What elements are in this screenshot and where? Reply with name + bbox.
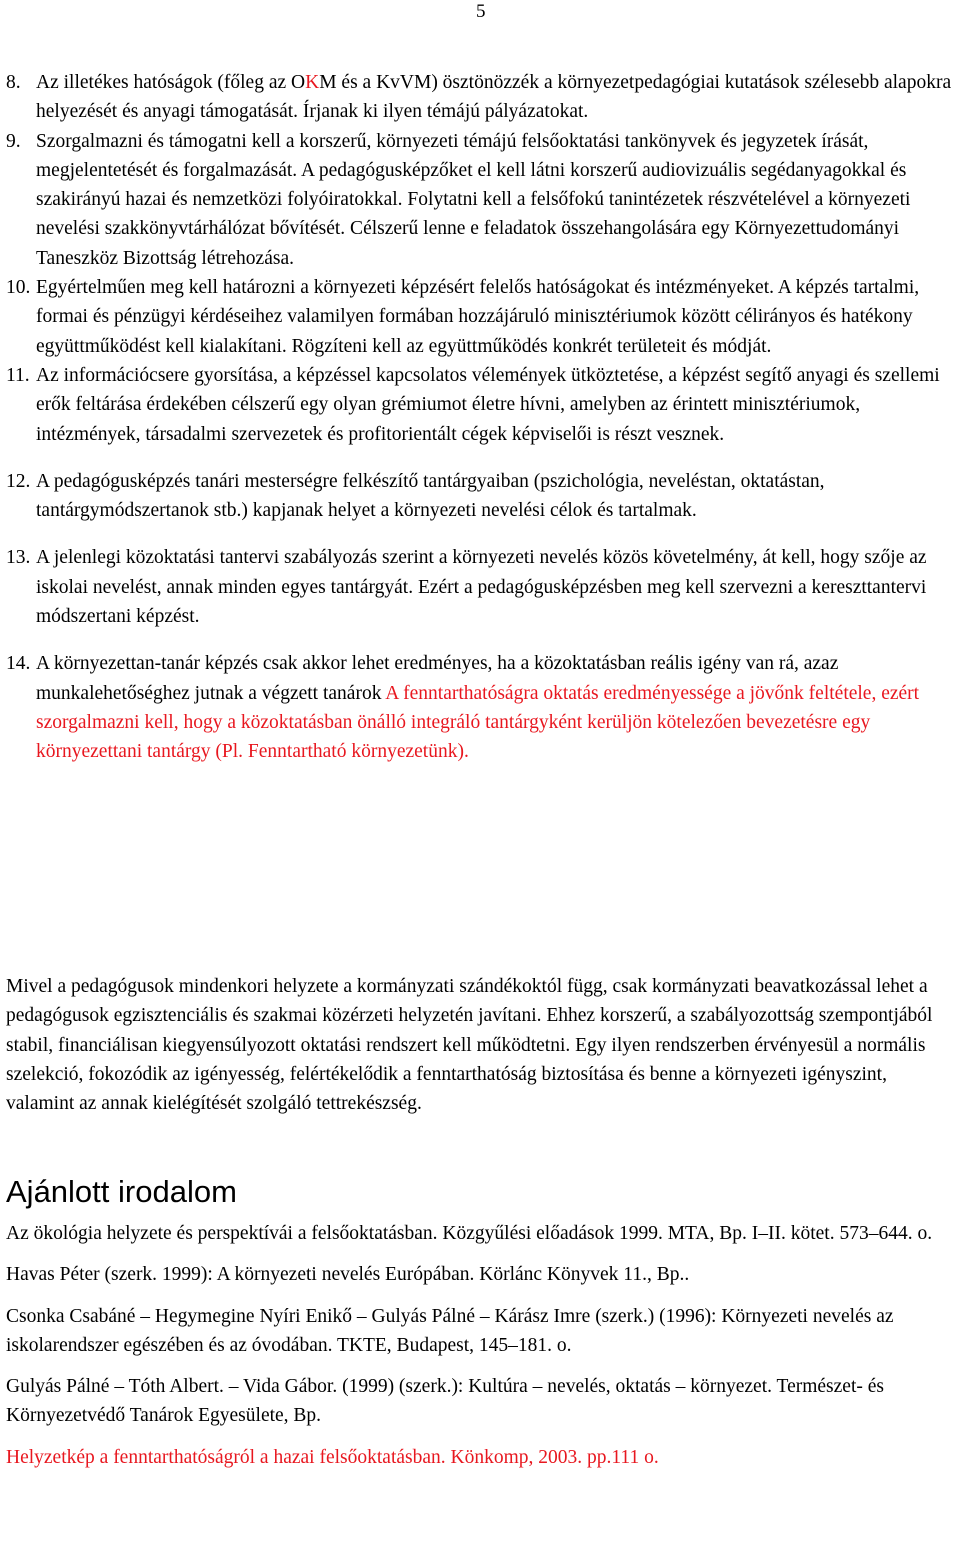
list-item-10 — [6, 273, 954, 361]
page-number: 5 — [476, 1, 486, 22]
list-item-11 — [6, 361, 954, 449]
item-text: Egyértelműen meg kell határozni a környezeti képzésért felelős hatóságokat és intézményeket. A képzés tartalmi, formai és pénzügyi kérdéseihez valamilyen formában hozzájáruló minisztériumok között célirányos és hatékony együttműködést kell kialakítani. Rögzíteni kell az együttműködés konkrét területeit és módját. — [36, 277, 920, 357]
item-number: 8. — [6, 72, 21, 93]
reference-item: Az ökológia helyzete és perspektívái a felsőoktatásban. Közgyűlési előadások 1999. MTA, Bp. I–II. kötet. 573–644. o. — [6, 1223, 933, 1244]
recommendation-list — [6, 68, 954, 767]
item-number: 12. — [6, 470, 31, 492]
reference-item: Havas Péter (szerk. 1999): A környezeti nevelés Európában. Körlánc Könyvek 11., Bp.. — [6, 1264, 690, 1286]
item-number: 14. — [6, 653, 31, 675]
reference-item-highlighted: Helyzetkép a fenntarthatóságról a hazai felsőoktatásban. Könkomp, 2003. pp.111 o. — [6, 1446, 659, 1468]
item-text: A környezettan-tanár képzés csak akkor lehet eredményes, ha a közoktatásban reális igény van rá, azaz munkalehetőséghez jutnak a végzett tanárok — [36, 653, 839, 704]
item-text: Szorgalmazni és támogatni kell a korszerű, környezeti témájú felsőoktatási tankönyvek és jegyzetek írását, megjelentetését és forgalmazását. A pedagógusképzőket el kell látni korszerű audiovizuális segédanyagokkal és szakirányú hazai és nemzetközi folyóiratokkal. Folytatni kell a felsőfokú tanintézetek részvételével a környezeti nevelési szakkönyvtárhálózat bővítését. Célszerű lenne e feladatok összehangolására egy Környezettudományi Taneszköz Bizottság létrehozása. — [36, 130, 911, 269]
item-text: A jelenlegi közoktatási tantervi szabályozás szerint a környezeti nevelés közös követelmény, át kell, hogy szője az iskolai nevelést, annak minden egyes tantárgyát. Ezért a pedagógusképzésben meg kell szervezni a kereszttantervi módszertani képzést. — [36, 547, 927, 628]
reference-list — [6, 1219, 954, 1472]
highlighted-text: A fenntarthatóságra oktatás eredményessége a jövőnk feltétele, ezért szorgalmazni kell, hogy a közoktatásban önálló integráló tantárgyként kerüljön kötelezően bevezetésre egy környezettani tantárgy (Pl. Fenntartható környezetünk). — [36, 682, 920, 763]
reference-item: Gulyás Pálné – Tóth Albert. – Vida Gábor. (1999) (szerk.): Kultúra – nevelés, oktatás – környezet. Természet- és Környezetvédő Tanárok Egyesülete, Bp. — [6, 1376, 884, 1427]
list-item-8 — [6, 68, 954, 127]
item-text: M és a KvVM) ösztönözzék a környezetpedagógiai kutatások szélesebb alapokra helyezését és anyagi támogatását. Írjanak ki ilyen témájú pályázatokat. — [36, 72, 952, 123]
section-heading: Ajánlott irodalom — [6, 1174, 237, 1209]
item-number: 10. — [6, 277, 31, 299]
list-item-12 — [6, 467, 954, 526]
closing-paragraph: Mivel a pedagógusok mindenkori helyzete a kormányzati szándékoktól függ, csak kormányzati beavatkozással lehet a pedagógusok egzisztenciális és szakmai közérzeti helyzetén javítani. Ehhez korszerű, a szabályozottság szempontjából stabil, financiálisan kiegyensúlyozott oktatási rendszert kell működtetni. Egy ilyen rendszerben érvényesül a normális szelekció, fokozódik az igényesség, felértékelődik a fenntarthatóság biztosítása és benne a környezeti igényszint, valamint az annak kielégítését szolgáló tettrekészség. — [6, 976, 933, 1115]
reference-item: Csonka Csabáné – Hegymegine Nyíri Enikő – Gulyás Pálné – Kárász Imre (szerk.) (1996): Környezeti nevelés az iskolarendszer egészében és az óvodában. TKTE, Budapest, 145–181. o. — [6, 1305, 894, 1356]
item-number: 9. — [6, 130, 21, 152]
item-text: Az illetékes hatóságok (főleg az O — [36, 72, 306, 93]
item-number: 13. — [6, 547, 31, 569]
list-item-13 — [6, 543, 954, 631]
list-item-14 — [6, 649, 954, 766]
item-number: 11. — [6, 364, 30, 386]
list-item-9 — [6, 127, 954, 273]
highlighted-text: K — [305, 72, 320, 93]
item-text: Az információcsere gyorsítása, a képzéssel kapcsolatos vélemények ütköztetése, a képzést segítő anyagi és szellemi erők feltárása érdekében célszerű egy olyan grémiumot életre hívni, amelyben az érintett minisztériumok, intézmények, társadalmi szervezetek és profitorientált cégek képviselői is részt vesznek. — [36, 364, 940, 445]
item-text: A pedagógusképzés tanári mesterségre felkészítő tantárgyaiban (pszichológia, neveléstan, oktatástan, tantárgymódszertanok stb.) kapjanak helyet a környezeti nevelési célok és tartalmak. — [36, 470, 825, 522]
